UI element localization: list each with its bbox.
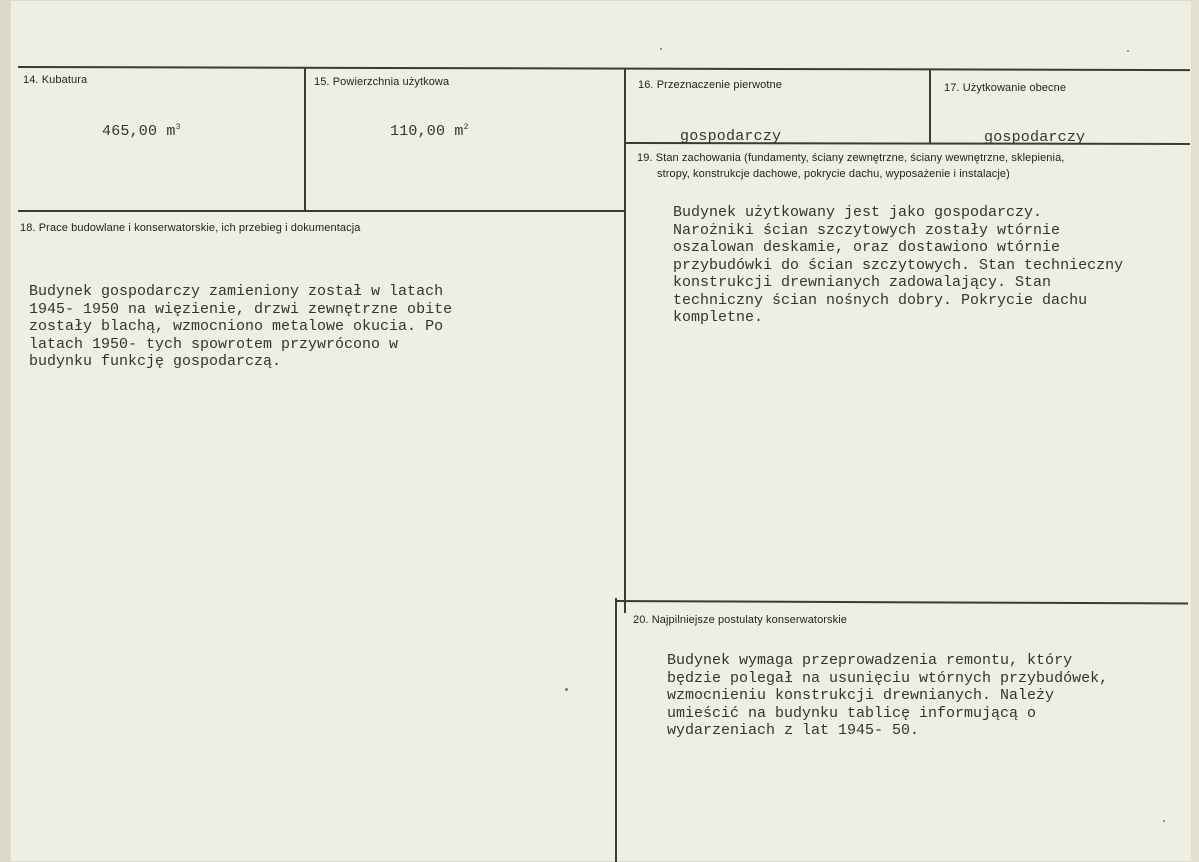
field-18-text: Budynek gospodarczy zamieniony został w latach 1945- 1950 na więzienie, drzwi zewnętrzne obite zostały blachą, wzmocniono metalowe okucia. Po latach 1950- tych spowrotem przywrócono w budynku funkcję gospodarczą. [29, 283, 453, 370]
field-15-label: 15. Powierzchnia użytkowa [314, 76, 450, 88]
rule-divider-16-17 [929, 70, 931, 144]
rule-divider-14-15 [304, 67, 306, 210]
field-20-label: 20. Najpilniejsze postulaty konserwatorskie [633, 614, 848, 626]
field-14-value [102, 123, 181, 140]
rule-under-14-15 [18, 210, 626, 212]
scan-speck [1163, 820, 1165, 822]
field-19-text: Budynek użytkowany jest jako gospodarczy. Narożniki ścian szczytowych zostały wtórnie oszalowan deskamie, oraz dostawiono wtórnie przybudówki do ścian szczytowych. Stan technieczny konstrukcji drewnianych zadowalający. Stan techniczny ścian nośnych dobry. Pokrycie dachu kompletne. [673, 204, 1124, 326]
rule-center-lower [615, 598, 617, 862]
field-16-value-clip [678, 126, 918, 143]
area-unit-superscript: 2 [463, 123, 469, 132]
field-17-value-clip [982, 127, 1182, 143]
area-value: 110,00 m [390, 123, 464, 140]
field-17-label: 17. Użytkowanie obecne [944, 82, 1067, 94]
scan-speck [1127, 50, 1129, 52]
scan-speck [660, 48, 662, 50]
field-19-label-line2: stropy, konstrukcje dachowe, pokrycie dachu, wyposażenie i instalacje) [657, 168, 1010, 180]
field-19-label-line1: 19. Stan zachowania (fundamenty, ściany zewnętrzne, ściany wewnętrzne, sklepienia, [637, 152, 1065, 164]
field-14-label: 14. Kubatura [23, 74, 88, 86]
field-18-label: 18. Prace budowlane i konserwatorskie, ich przebieg i dokumentacja [20, 222, 361, 234]
field-20-text: Budynek wymaga przeprowadzenia remontu, który będzie polegał na usunięciu wtórnych przybudówek, wzmocnieniu konstrukcji drewnianych. Należy umieścić na budynku tablicę informującą o wydarzeniach z lat 1945- 50. [667, 652, 1109, 739]
scan-speck [565, 688, 568, 691]
rule-center [624, 68, 626, 613]
field-16-value: gospodarczy [680, 128, 782, 143]
scan-left-edge [0, 0, 10, 862]
field-16-label: 16. Przeznaczenie pierwotne [638, 79, 782, 91]
scan-right-edge [1191, 0, 1199, 862]
volume-unit-superscript: 3 [175, 123, 181, 132]
field-17-value: gospodarczy [984, 129, 1086, 143]
volume-value: 465,00 m [102, 123, 176, 140]
field-15-value [390, 123, 469, 140]
